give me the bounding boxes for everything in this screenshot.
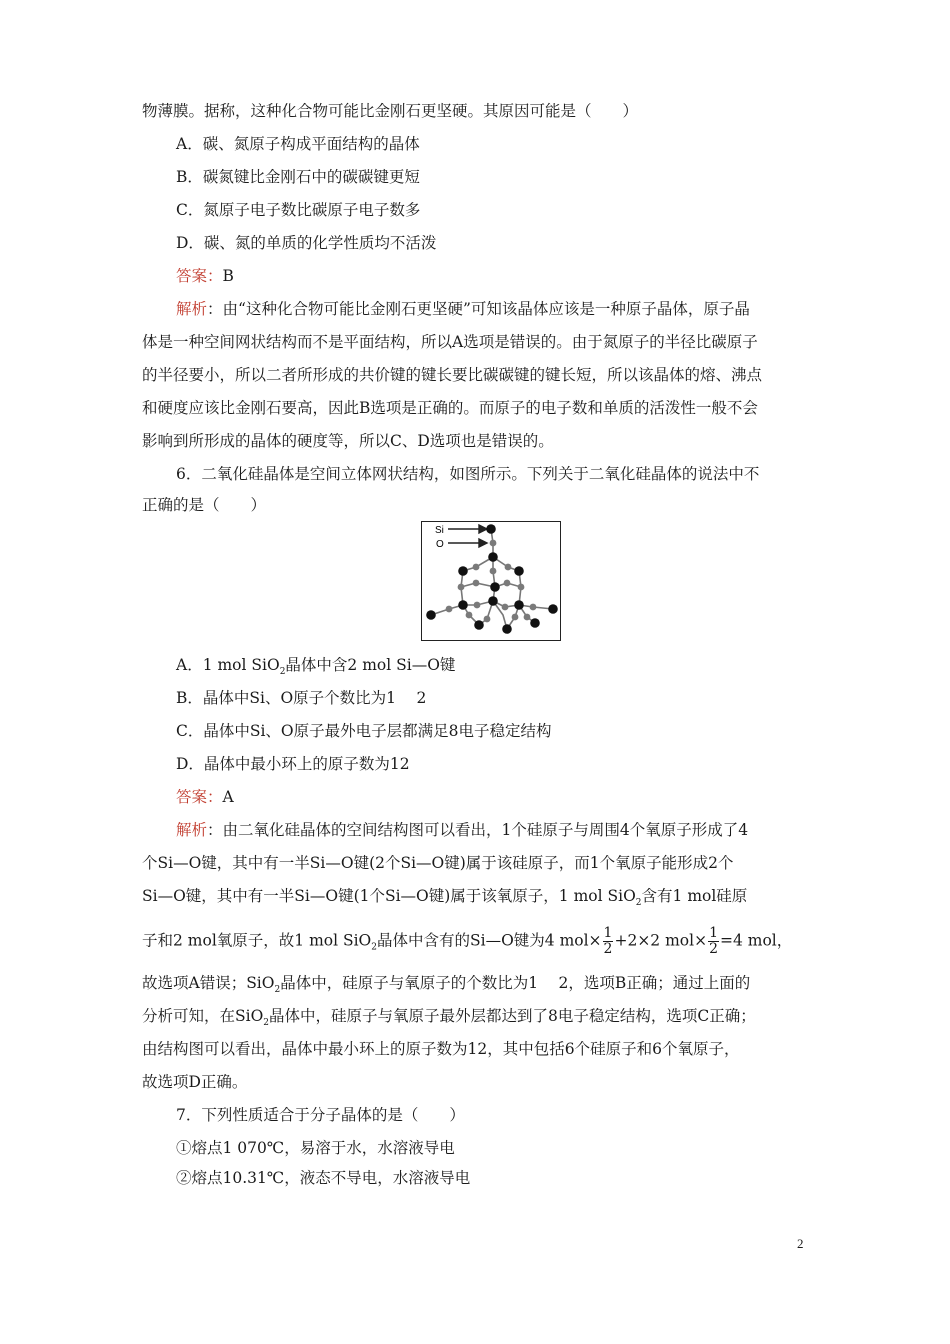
q5-analysis-line-2: 体是一种空间网状结构而不是平面结构，所以A选项是错误的。由于氮原子的半径比碳原子 (142, 333, 758, 351)
o-atom (504, 580, 511, 587)
q5-option-d: D．碳、氮的单质的化学性质均不活泼 (176, 234, 437, 252)
q6-answer (176, 787, 234, 807)
si-atom (486, 524, 496, 534)
o-atom (490, 568, 497, 575)
text-span: 含有1 mol硅原 (641, 887, 748, 905)
text-span: =4 mol， (720, 931, 793, 950)
si-atom (458, 566, 468, 576)
o-atom (458, 584, 465, 591)
o-atom (490, 540, 497, 547)
si-atom (488, 552, 498, 562)
q6-analysis-text: ：由二氧化硅晶体的空间结构图可以看出，1个硅原子与周围4个氧原子形成了4 (207, 821, 749, 839)
fraction-numerator: 1 (603, 925, 613, 941)
o-atom (473, 580, 480, 587)
q6-analysis-line-1 (176, 820, 748, 840)
text-span: 分析可知，在SiO (142, 1007, 264, 1025)
q6-option-d: D．晶体中最小环上的原子数为12 (176, 755, 410, 773)
si-atom (474, 620, 484, 630)
o-atom (466, 612, 473, 619)
fraction-one-half (603, 926, 614, 957)
fraction-numerator: 1 (709, 925, 718, 941)
q6-analysis-label: 解析 (176, 821, 208, 839)
subscript: 2 (274, 985, 281, 995)
fraction-denominator: 2 (603, 941, 613, 957)
q7-stem: 7．下列性质适合于分子晶体的是（ ） (176, 1106, 465, 1124)
q7-item-1: ①熔点1 070℃，易溶于水，水溶液导电 (176, 1139, 455, 1157)
o-atom (473, 564, 480, 571)
q5-analysis-line-5: 影响到所形成的晶体的硬度等，所以C、D选项也是错误的。 (142, 432, 554, 450)
text-span: 晶体中，硅原子与氧原子的个数比为1 2，选项B正确；通过上面的 (280, 974, 751, 992)
o-atom (446, 606, 453, 613)
q5-analysis-line-3: 的半径要小，所以二者所形成的共价键的键长要比碳碳键的键长短，所以该晶体的熔、沸点 (142, 366, 763, 384)
q5-answer-value: B (222, 267, 234, 285)
q6-analysis-line-2: 个Si—O键，其中有一半Si—O键(2个Si—O键)属于该硅原子，而1个氧原子能形成2个 (142, 854, 734, 872)
o-atom (524, 614, 531, 621)
o-label: O (436, 539, 444, 550)
q6-analysis-line-6 (142, 1006, 756, 1033)
q6-analysis-line-5 (142, 973, 750, 1000)
si-atom (548, 604, 558, 614)
si-atom (514, 566, 524, 576)
subscript: 2 (263, 1018, 270, 1028)
q6-option-c: C．晶体中Si、O原子最外电子层都满足8电子稳定结构 (176, 722, 552, 740)
q6-option-a (176, 655, 455, 682)
q5-analysis-line-4: 和硬度应该比金刚石要高，因此B选项是正确的。而原子的电子数和单质的活泼性一般不会 (142, 399, 758, 417)
q6-analysis-line-7: 由结构图可以看出，晶体中最小环上的原子数为12，其中包括6个硅原子和6个氧原子， (142, 1040, 740, 1058)
subscript: 2 (635, 898, 642, 908)
text-span: 晶体中含有的Si—O键为4 mol× (377, 931, 602, 950)
q5-option-b: B．碳氮键比金刚石中的碳碳键更短 (176, 168, 420, 186)
q6-option-a-pre: A．1 mol SiO (176, 656, 280, 674)
q6-analysis-line-3 (142, 886, 747, 913)
q6-option-b: B．晶体中Si、O原子个数比为1 2 (176, 689, 427, 707)
si-atom (530, 618, 540, 628)
si-label: Si (435, 525, 444, 536)
si-atom (502, 624, 512, 634)
q6-analysis-line-4 (142, 926, 792, 958)
q6-analysis-line-8: 故选项D正确。 (142, 1073, 248, 1091)
o-atom (505, 564, 512, 571)
q5-analysis-text: ：由“这种化合物可能比金刚石更坚硬”可知该晶体应该是一种原子晶体，原子晶 (207, 300, 750, 318)
text-span: Si—O键，其中有一半Si—O键(1个Si—O键)属于该氧原子，1 mol SiO (142, 887, 636, 905)
q6-option-a-sub: 2 (279, 667, 286, 677)
si-atom (514, 600, 524, 610)
si-atom (458, 600, 468, 610)
fraction-one-half (708, 926, 719, 957)
q7-item-2: ②熔点10.31℃，液态不导电，水溶液导电 (176, 1169, 471, 1187)
q5-analysis-line-1 (176, 299, 750, 319)
o-atom (530, 604, 537, 611)
si-atom (490, 582, 500, 592)
text-span: +2×2 mol× (614, 931, 708, 950)
subscript: 2 (371, 942, 377, 953)
q6-answer-value: A (222, 788, 234, 806)
si-atom (488, 596, 498, 606)
q5-analysis-label: 解析 (176, 300, 208, 318)
q6-stem-line-1: 6．二氧化硅晶体是空间立体网状结构，如图所示。下列关于二氧化硅晶体的说法中不 (176, 465, 760, 483)
text-span: 故选项A错误；SiO (142, 974, 275, 992)
q5-stem-tail: 物薄膜。据称，这种化合物可能比金刚石更坚硬。其原因可能是（ ） (142, 102, 639, 120)
o-atom (512, 614, 519, 621)
q5-answer-label: 答案： (176, 267, 223, 285)
q6-option-a-post: 晶体中含2 mol Si—O键 (285, 656, 456, 674)
o-atom (518, 584, 525, 591)
sio2-structure-figure (421, 521, 561, 641)
q6-answer-label: 答案： (176, 788, 223, 806)
text-span: 晶体中，硅原子与氧原子最外层都达到了8电子稳定结构，选项C正确； (269, 1007, 756, 1025)
q5-answer (176, 266, 234, 286)
fraction-denominator: 2 (709, 941, 718, 957)
si-atom (426, 610, 436, 620)
o-atom (502, 604, 509, 611)
page-number: 2 (797, 1236, 804, 1251)
o-atom (484, 616, 491, 623)
q5-option-a: A．碳、氮原子构成平面结构的晶体 (176, 135, 420, 153)
text-span: 子和2 mol氧原子，故1 mol SiO (142, 931, 372, 950)
q6-stem-line-2: 正确的是（ ） (142, 496, 267, 514)
o-atom (474, 602, 481, 609)
q5-option-c: C．氮原子电子数比碳原子电子数多 (176, 201, 421, 219)
